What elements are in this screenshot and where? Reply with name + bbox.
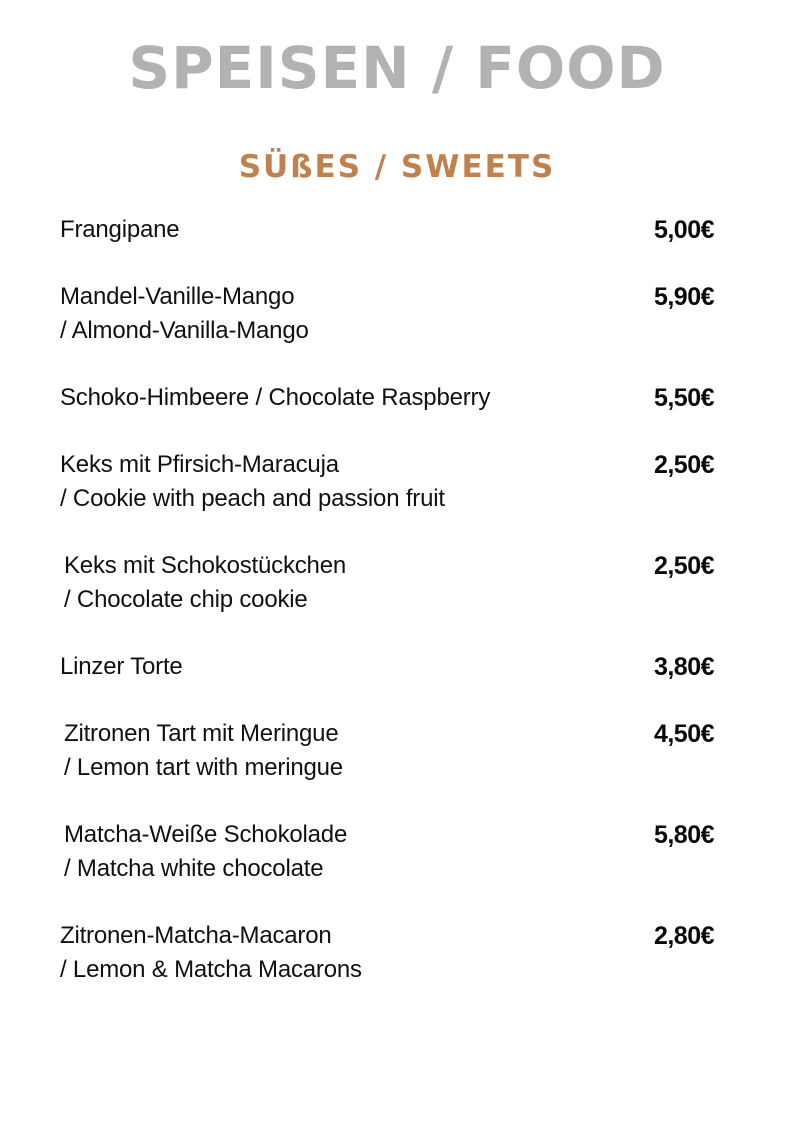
item-price: 5,90€ — [653, 282, 714, 311]
item-name-line: Linzer Torte — [60, 652, 183, 680]
menu-item-keks-pfirsich-maracuja — [60, 448, 714, 516]
page-title: SPEISEN / FOOD — [128, 34, 666, 102]
item-price: 5,80€ — [653, 820, 714, 849]
item-name-line: Mandel-Vanille-Mango — [60, 282, 295, 310]
item-name — [60, 280, 309, 348]
item-price: 5,50€ — [653, 383, 714, 412]
menu-item-zitronen-matcha-macaron — [60, 919, 714, 987]
item-name-line: Zitronen Tart mit Meringue — [64, 719, 339, 747]
item-price: 4,50€ — [653, 719, 714, 748]
item-price: 3,80€ — [653, 652, 714, 681]
item-name-line: Frangipane — [60, 215, 180, 243]
item-name — [60, 448, 445, 516]
section-title-sweets: SÜßES / SWEETS — [238, 148, 556, 185]
item-name — [64, 717, 343, 785]
item-name-line: / Matcha white chocolate — [64, 854, 324, 882]
item-name-line: / Cookie with peach and passion fruit — [60, 484, 445, 512]
item-price: 2,50€ — [653, 450, 714, 479]
menu-item-matcha-weisse-schokolade — [60, 818, 714, 886]
menu-item-linzer-torte — [60, 650, 714, 684]
item-name-line: / Lemon & Matcha Macarons — [60, 955, 362, 983]
menu-item-keks-schokostueckchen — [60, 549, 714, 617]
item-name — [64, 818, 347, 886]
item-name-line: Zitronen-Matcha-Macaron — [60, 921, 332, 949]
menu-item-schoko-himbeere — [60, 381, 714, 415]
item-name — [60, 381, 490, 415]
item-price: 2,80€ — [653, 921, 714, 950]
item-name-line: Schoko-Himbeere / Chocolate Raspberry — [60, 383, 491, 411]
item-price: 2,50€ — [653, 551, 714, 580]
menu-item-mandel-vanille-mango — [60, 280, 714, 348]
item-name-line: / Almond-Vanilla-Mango — [60, 316, 309, 344]
item-name-line: Keks mit Schokostückchen — [64, 551, 346, 579]
item-price: 5,00€ — [653, 215, 714, 244]
item-name-line: Keks mit Pfirsich-Maracuja — [60, 450, 339, 478]
item-name — [60, 650, 183, 684]
menu-list — [0, 213, 794, 987]
item-name — [64, 549, 346, 617]
item-name-line: / Lemon tart with meringue — [64, 753, 343, 781]
menu-item-zitronen-tart — [60, 717, 714, 785]
item-name — [60, 919, 362, 987]
item-name-line: / Chocolate chip cookie — [64, 585, 308, 613]
menu-item-frangipane — [60, 213, 714, 247]
item-name-line: Matcha-Weiße Schokolade — [64, 820, 348, 848]
item-name — [60, 213, 179, 247]
